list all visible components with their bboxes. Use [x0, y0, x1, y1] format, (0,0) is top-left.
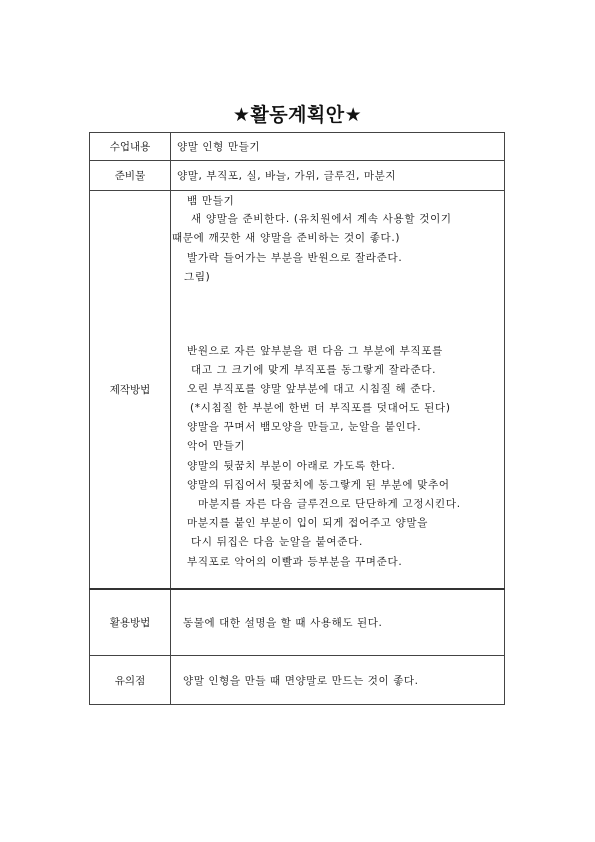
method-line: 새 양말을 준비한다. (유치원에서 계속 사용할 것이기 — [191, 213, 452, 225]
method-line: 양말을 꾸며서 뱀모양을 만들고, 눈알을 붙인다. — [187, 421, 422, 433]
method-cell — [171, 191, 505, 590]
table-row-usage — [90, 589, 505, 656]
caution-label: 유의점 — [90, 656, 171, 705]
method-line: 부직포로 악어의 이빨과 등부분을 꾸며준다. — [187, 556, 403, 568]
content-label: 수업내용 — [90, 133, 171, 161]
method-line: 대고 그 크기에 맞게 부직포를 동그랗게 잘라준다. — [191, 364, 437, 376]
usage-value: 동물에 대한 설명을 할 때 사용해도 된다. — [183, 617, 383, 629]
method-line: (*시침질 한 부분에 한번 더 부직포를 덧대어도 된다) — [190, 402, 451, 414]
table-row-content — [90, 133, 505, 161]
table-row-caution — [90, 656, 505, 705]
method-line: 마분지를 자른 다음 글루건으로 단단하게 고정시킨다. — [198, 498, 461, 510]
method-line: 발가락 들어가는 부분을 반원으로 잘라준다. — [187, 252, 403, 264]
method-label: 제작방법 — [90, 191, 171, 590]
method-line: 악어 만들기 — [187, 440, 246, 452]
method-line: 마분지를 붙인 부분이 입이 되게 접어주고 양말을 — [187, 517, 429, 529]
materials-label: 준비물 — [90, 161, 171, 191]
content-value: 양말 인형 만들기 — [177, 141, 261, 153]
method-steps — [171, 191, 504, 588]
method-line: 때문에 깨끗한 새 양말을 준비하는 것이 좋다.) — [172, 232, 401, 244]
method-line: 뱀 만들기 — [187, 195, 235, 207]
method-line: 그림) — [184, 271, 211, 283]
table-row-materials — [90, 161, 505, 191]
materials-cell — [171, 161, 505, 191]
caution-cell — [171, 656, 505, 705]
method-line: 오린 부직포를 양말 앞부분에 대고 시침질 해 준다. — [187, 383, 437, 395]
method-line: 반원으로 자른 앞부분을 편 다음 그 부분에 부직포를 — [187, 345, 443, 357]
activity-plan-table — [89, 132, 505, 705]
method-line: 양말의 뒷꿈치 부분이 아래로 가도록 한다. — [187, 460, 396, 472]
method-line: 양말의 뒤집어서 뒷꿈치에 동그랗게 된 부분에 맞추어 — [187, 479, 450, 491]
caution-value: 양말 인형을 만들 때 면양말로 만드는 것이 좋다. — [183, 674, 419, 687]
materials-value: 양말, 부직포, 실, 바늘, 가위, 글루건, 마분지 — [177, 170, 397, 182]
usage-label: 활용방법 — [90, 589, 171, 656]
table-row-method — [90, 191, 505, 590]
usage-cell — [171, 589, 505, 656]
method-line: 다시 뒤집은 다음 눈알을 붙여준다. — [191, 536, 363, 548]
content-cell — [171, 133, 505, 161]
page-title: ★활동계획안★ — [232, 104, 363, 126]
